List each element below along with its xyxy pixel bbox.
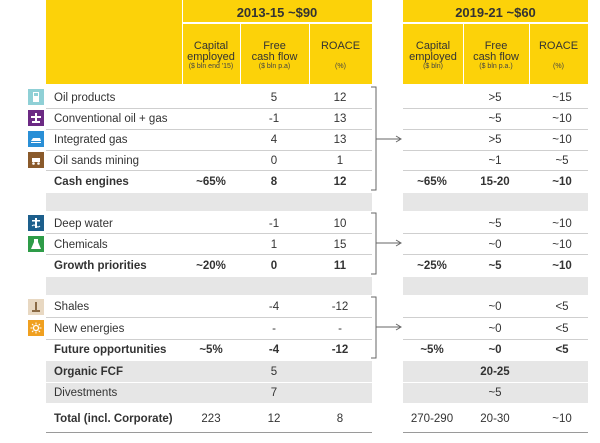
cell-right-fcf: ~5 <box>488 218 502 230</box>
cell-left-capital: ~20% <box>196 260 226 272</box>
cell-right-roace: ~10 <box>552 239 572 251</box>
col-label: Free <box>484 40 508 52</box>
row-label-deep-water: Deep water <box>54 218 113 230</box>
col-label: Free <box>263 40 286 52</box>
cell-right-fcf: ~5 <box>488 113 502 125</box>
separator-band <box>403 193 588 211</box>
cell-right-fcf: ~1 <box>488 155 502 167</box>
cell-right-fcf: ~5 <box>488 387 502 399</box>
col-roace-right <box>529 41 588 71</box>
col-capital-employed-left <box>182 41 240 71</box>
cell-right-roace: ~10 <box>552 176 572 188</box>
row-label-future-opportunities: Future opportunities <box>54 344 167 356</box>
bracket-arrow-growth-priorities <box>370 212 404 276</box>
cell-right-capital: ~25% <box>417 260 447 272</box>
row-label-organic-fcf: Organic FCF <box>54 366 124 378</box>
row-label-total: Total (incl. Corporate) <box>54 413 173 425</box>
bracket-arrow-cash-engines <box>370 86 404 192</box>
cell-right-roace: <5 <box>555 323 569 335</box>
cell-right-fcf: >5 <box>488 134 502 146</box>
cell-left-roace: -12 <box>331 301 349 313</box>
cell-left-capital: ~65% <box>196 176 226 188</box>
cell-left-roace: - <box>338 323 342 335</box>
cell-right-roace: ~5 <box>555 155 569 167</box>
col-capital-employed-right <box>403 41 463 71</box>
cell-right-fcf: >5 <box>488 92 502 104</box>
col-free-cash-flow-right <box>463 41 529 71</box>
period-title-right: 2019-21 ~$60 <box>455 5 536 20</box>
row-label-divestments: Divestments <box>54 387 118 399</box>
row-label-integrated-gas: Integrated gas <box>54 134 128 146</box>
col-label: employed <box>187 51 235 63</box>
cell-left-roace: 12 <box>333 176 347 188</box>
cell-right-capital: 270-290 <box>410 413 454 425</box>
oil-sands-mining-icon <box>28 152 44 168</box>
separator-band <box>403 277 588 295</box>
cell-left-fcf: -1 <box>268 113 280 125</box>
row-label-oil-sands-mining: Oil sands mining <box>54 155 140 167</box>
cell-right-roace: <5 <box>555 344 569 356</box>
col-unit: ($ bln p.a) <box>258 63 291 70</box>
col-unit: ($ bln p.a.) <box>479 63 513 70</box>
cell-left-roace: 10 <box>333 218 347 230</box>
cell-right-fcf: ~5 <box>488 260 502 272</box>
cell-left-fcf: 5 <box>270 366 278 378</box>
cell-left-roace: 15 <box>333 239 347 251</box>
separator-band <box>46 193 372 211</box>
row-label-chemicals: Chemicals <box>54 239 108 251</box>
cell-right-roace: ~10 <box>552 134 572 146</box>
separator-band <box>46 277 372 295</box>
cell-right-fcf: ~0 <box>488 239 502 251</box>
deep-water-icon <box>28 215 44 231</box>
new-energies-icon <box>28 320 44 336</box>
cell-left-roace: -12 <box>331 344 349 356</box>
cell-left-fcf: 4 <box>270 134 278 146</box>
cell-right-roace: ~15 <box>552 92 572 104</box>
cell-left-fcf: -1 <box>268 218 280 230</box>
col-label: ROACE <box>320 40 361 52</box>
cell-left-fcf: - <box>272 323 276 335</box>
cell-left-roace: 1 <box>336 155 344 167</box>
conventional-oil-gas-icon <box>28 110 44 126</box>
cell-right-roace: ~10 <box>552 113 572 125</box>
cell-right-capital: ~5% <box>420 344 444 356</box>
cell-right-fcf: ~0 <box>488 323 502 335</box>
cell-right-fcf: 20-25 <box>480 366 510 378</box>
shales-icon <box>28 299 44 315</box>
cell-left-roace: 13 <box>333 134 347 146</box>
cell-right-capital: ~65% <box>417 176 447 188</box>
bracket-arrow-future-opportunities <box>370 296 404 360</box>
cell-left-fcf: 0 <box>270 260 278 272</box>
col-label <box>529 52 588 63</box>
cell-right-fcf: 15-20 <box>480 176 510 188</box>
cell-left-fcf: 1 <box>270 239 278 251</box>
row-label-cash-engines: Cash engines <box>54 176 129 188</box>
oil-products-icon <box>28 89 44 105</box>
cell-right-roace: <5 <box>555 301 569 313</box>
cell-right-roace: ~10 <box>552 260 572 272</box>
col-unit: ($ bln end '15) <box>188 63 234 70</box>
cell-left-capital: 223 <box>201 413 221 425</box>
cell-left-fcf: -4 <box>268 301 280 313</box>
row-label-conventional-oil-gas: Conventional oil + gas <box>54 113 168 125</box>
cell-left-roace: 8 <box>336 413 344 425</box>
col-label: cash flow <box>251 51 298 63</box>
col-label: employed <box>409 51 457 63</box>
col-label: Capital <box>193 40 229 52</box>
row-label-new-energies: New energies <box>54 323 125 335</box>
col-label <box>309 52 372 63</box>
col-unit: (%) <box>335 63 346 70</box>
cell-left-fcf: 5 <box>270 92 278 104</box>
col-label: ROACE <box>538 40 579 52</box>
cell-right-roace: ~10 <box>552 218 572 230</box>
col-roace-left <box>309 41 372 71</box>
col-free-cash-flow-left <box>240 41 309 71</box>
cell-right-fcf: ~0 <box>488 344 502 356</box>
col-unit: (%) <box>553 63 564 70</box>
integrated-gas-icon <box>28 131 44 147</box>
cell-right-fcf: 20-30 <box>480 413 510 425</box>
row-label-growth-priorities: Growth priorities <box>54 260 147 272</box>
cell-left-fcf: 8 <box>270 176 278 188</box>
cell-left-roace: 13 <box>333 113 347 125</box>
cell-left-roace: 11 <box>333 260 347 272</box>
cell-left-capital: ~5% <box>199 344 223 356</box>
row-label-oil-products: Oil products <box>54 92 116 104</box>
cell-right-fcf: ~0 <box>488 301 502 313</box>
cell-left-fcf: 12 <box>267 413 281 425</box>
cell-left-fcf: -4 <box>268 344 280 356</box>
chemicals-icon <box>28 236 44 252</box>
row-label-shales: Shales <box>54 301 90 313</box>
col-label: cash flow <box>473 51 519 63</box>
col-unit: ($ bln) <box>423 63 443 70</box>
period-title-left: 2013-15 ~$90 <box>236 5 318 20</box>
cell-left-fcf: 0 <box>270 155 278 167</box>
col-label: Capital <box>415 40 451 52</box>
cell-left-fcf: 7 <box>270 387 278 399</box>
cell-left-roace: 12 <box>333 92 347 104</box>
cell-right-roace: ~10 <box>552 413 572 425</box>
